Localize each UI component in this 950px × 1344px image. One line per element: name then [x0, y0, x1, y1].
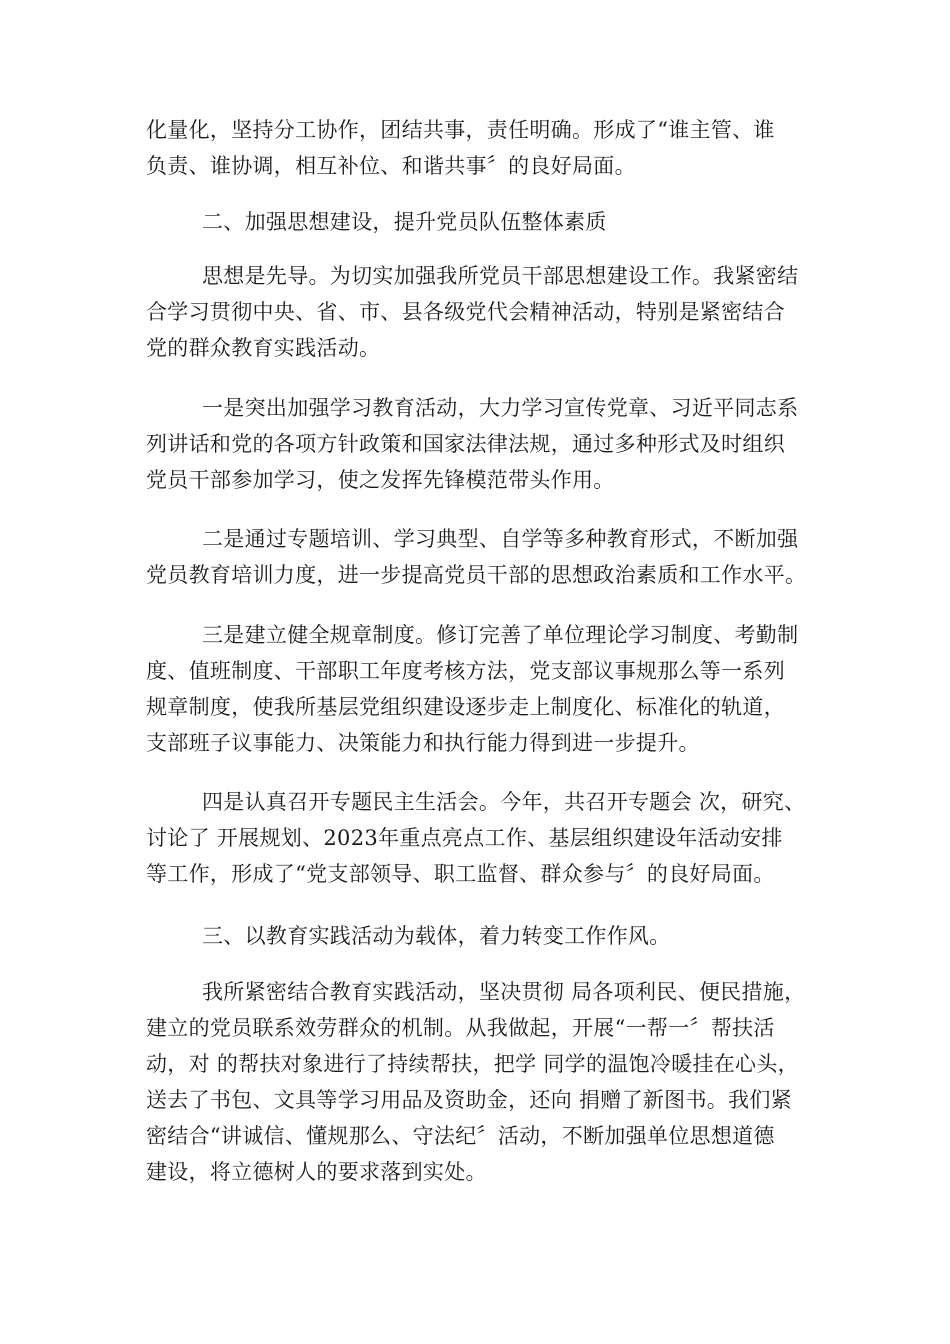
- paragraph-line: 一是突出加强学习教育活动，大力学习宣传党章、习近平同志系: [202, 396, 799, 420]
- paragraph-line: 化量化，坚持分工协作，团结共事，责任明确。形成了“谁主管、谁: [146, 118, 775, 142]
- paragraph-democratic-meeting: [146, 784, 806, 892]
- paragraph-training: [146, 521, 806, 593]
- paragraph-line: 建立的党员联系效劳群众的机制。从我做起，开展“一帮一〞帮扶活: [146, 1016, 775, 1040]
- paragraph-line: 党的群众教育实践活动。: [146, 336, 381, 360]
- paragraph-line: 党员教育培训力度，进一步提高党员干部的思想政治素质和工作水平。: [146, 563, 807, 587]
- paragraph-line: 等工作，形成了“党支部领导、职工监督、群众参与〞的良好局面。: [146, 862, 775, 886]
- paragraph-line: 合学习贯彻中央、省、市、县各级党代会精神活动，特别是紧密结合: [146, 300, 785, 324]
- paragraph-line: 我所紧密结合教育实践活动，坚决贯彻 局各项利民、便民措施，: [202, 980, 806, 1004]
- paragraph-line: 规章制度，使我所基层党组织建设逐步走上制度化、标准化的轨道，: [146, 695, 785, 719]
- paragraph-thought-guidance: [146, 258, 806, 366]
- section-heading-2: [146, 204, 806, 240]
- paragraph-continuation: [146, 112, 806, 184]
- paragraph-line: 密结合“讲诚信、懂规那么、守法纪〞活动，不断加强单位思想道德: [146, 1124, 775, 1148]
- paragraph-line: 讨论了 开展规划、2023年重点亮点工作、基层组织建设年活动安排: [146, 826, 783, 850]
- paragraph-line: 度、值班制度、干部职工年度考核方法，党支部议事规那么等一系列: [146, 659, 785, 683]
- paragraph-line: 负责、谁协调，相互补位、和谐共事〞的良好局面。: [146, 154, 636, 178]
- paragraph-line: 思想是先导。为切实加强我所党员干部思想建设工作。我紧密结: [202, 264, 799, 288]
- paragraph-line: 列讲话和党的各项方针政策和国家法律法规，通过多种形式及时组织: [146, 432, 785, 456]
- section-heading-3: [146, 918, 806, 954]
- paragraph-line: 支部班子议事能力、决策能力和执行能力得到进一步提升。: [146, 731, 700, 755]
- paragraph-line: 建设，将立德树人的要求落到实处。: [146, 1160, 487, 1184]
- heading-line: 三、以教育实践活动为载体，着力转变工作作风。: [202, 924, 671, 948]
- heading-line: 二、加强思想建设，提升党员队伍整体素质: [202, 210, 607, 234]
- paragraph-rules-system: [146, 617, 806, 761]
- paragraph-line: 三是建立健全规章制度。修订完善了单位理论学习制度、考勤制: [202, 623, 799, 647]
- paragraph-line: 送去了书包、文具等学习用品及资助金，还向 捐赠了新图书。我们紧: [146, 1088, 792, 1112]
- paragraph-line: 党员干部参加学习，使之发挥先锋模范带头作用。: [146, 468, 615, 492]
- paragraph-line: 动，对 的帮扶对象进行了持续帮扶，把学 同学的温饱冷暖挂在心头，: [146, 1052, 799, 1076]
- paragraph-line: 二是通过专题培训、学习典型、自学等多种教育形式，不断加强: [202, 527, 799, 551]
- paragraph-practice-activity: [146, 974, 806, 1190]
- paragraph-study-education: [146, 390, 806, 498]
- paragraph-line: 四是认真召开专题民主生活会。今年，共召开专题会 次，研究、: [202, 790, 806, 814]
